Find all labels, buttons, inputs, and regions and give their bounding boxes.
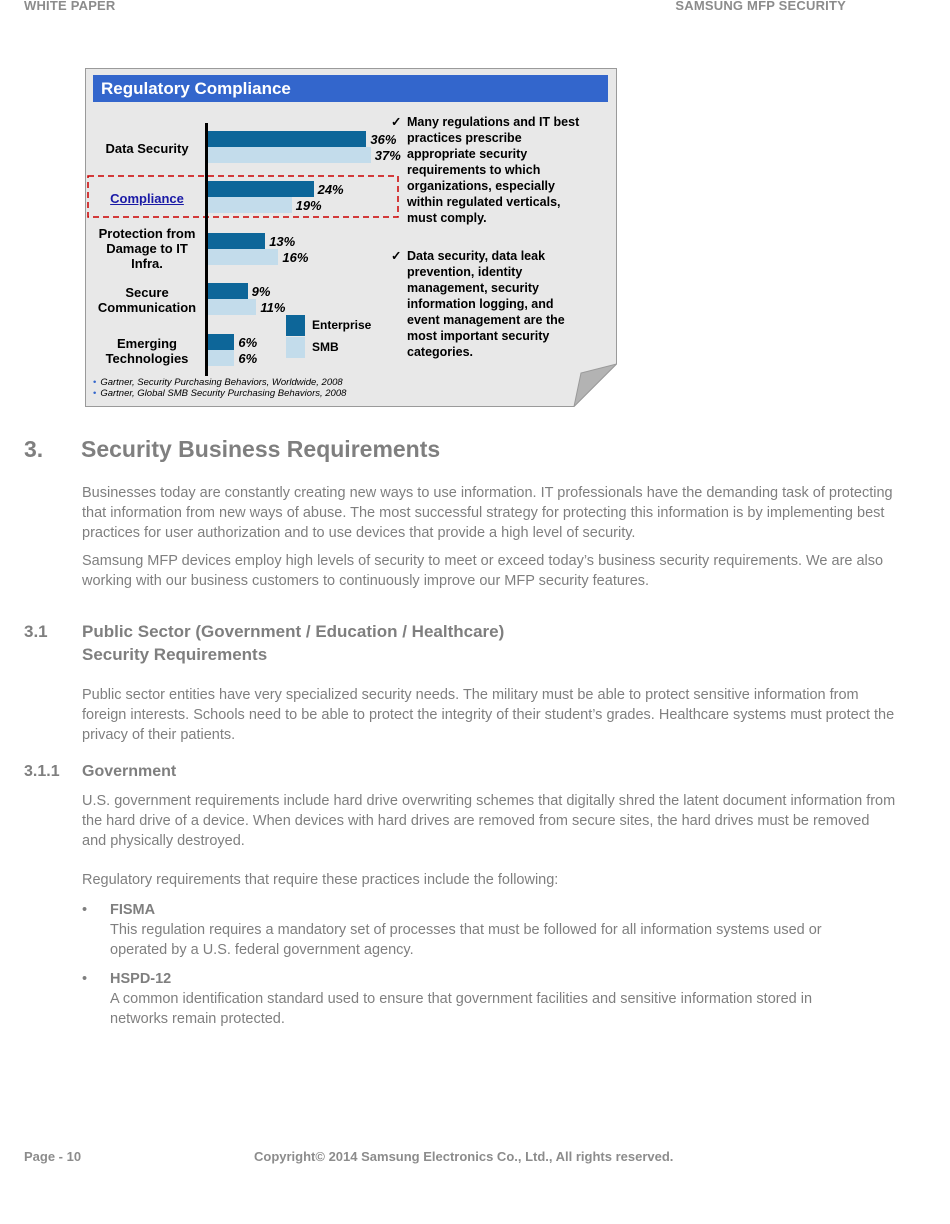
category-label-protection: Protection from Damage to IT Infra.: [98, 226, 196, 271]
bar-smb-emerging-technologies: [208, 350, 234, 366]
regulatory-compliance-figure: [85, 68, 617, 407]
figure-title: Regulatory Compliance: [93, 75, 608, 102]
bullet-icon: •: [82, 971, 88, 987]
data-label-enterprise-compliance: 24%: [317, 182, 344, 197]
header-right: SAMSUNG MFP SECURITY: [675, 0, 846, 13]
legend-label-enterprise: Enterprise: [312, 318, 372, 332]
category-label-emerging-technologies: Emerging Technologies: [105, 336, 189, 366]
bar-enterprise-secure-communication: [208, 283, 248, 299]
data-label-enterprise-protection-from-damage-to-it-infra: 13%: [269, 234, 296, 249]
bar-smb-protection-from-damage-to-it-infra: [208, 249, 278, 265]
data-label-enterprise-secure-communication: 9%: [251, 284, 271, 299]
bullet-title: FISMA: [110, 902, 156, 918]
figure-source-1: • Gartner, Security Purchasing Behaviors, Worldwide, 2008: [93, 377, 343, 388]
figure-note-2: ✓ Data security, data leak prevention, identity management, security information logging, and event management are the most important security categories.: [391, 249, 565, 359]
bar-enterprise-protection-from-damage-to-it-infra: [208, 233, 265, 249]
bar-enterprise-emerging-technologies: [208, 334, 234, 350]
legend-swatch-enterprise: [286, 315, 305, 336]
data-label-smb-compliance: 19%: [295, 198, 322, 213]
section-3-1-1-paragraph-1: U.S. government requirements include hard drive overwriting schemes that digitally shred the latent document information from the hard drive of a device. When devices with hard drives are removed from secure sites, the hard drives must be removed and physically destroyed.: [82, 793, 896, 849]
data-label-enterprise-emerging-technologies: 6%: [238, 335, 258, 350]
bullet-icon: •: [82, 902, 88, 918]
section-title-line-2: Security Requirements: [82, 645, 268, 664]
section-number: 3.1.1: [24, 763, 60, 780]
section-title-line-1: Public Sector (Government / Education / Healthcare): [82, 622, 505, 641]
checkmark-icon: ✓: [391, 115, 402, 129]
figure-note-1: ✓ Many regulations and IT best practices prescribe appropriate security requirements to which organizations, especially within regulated verticals, must comply.: [391, 115, 580, 225]
bullet-description: A common identification standard used to ensure that government facilities and sensitive information stored in networks remain protected.: [110, 991, 813, 1027]
bar-enterprise-data-security: [208, 131, 366, 147]
category-label-data-security: Data Security: [105, 141, 189, 156]
category-link-compliance[interactable]: Compliance: [110, 191, 184, 206]
data-label-smb-data-security: 37%: [374, 148, 401, 163]
footer-page-number: Page - 10: [24, 1149, 82, 1164]
bar-smb-compliance: [208, 197, 292, 213]
legend-label-smb: SMB: [312, 340, 339, 354]
section-3-1-1-paragraph-2: Regulatory requirements that require these practices include the following:: [82, 872, 559, 888]
section-title: Security Business Requirements: [81, 436, 441, 462]
checkmark-icon: ✓: [391, 249, 402, 263]
bullet-title: HSPD-12: [110, 971, 172, 987]
figure-source-2: • Gartner, Global SMB Security Purchasing Behaviors, 2008: [93, 388, 347, 399]
section-number: 3.1: [24, 622, 48, 641]
section-3-1-paragraph: Public sector entities have very specialized security needs. The military must be able to protect sensitive information from foreign interests. Schools need to be able to protect the integrity of their student’s grades. Healthcare systems must protect the privacy of their patients.: [82, 687, 895, 743]
bar-smb-secure-communication: [208, 299, 256, 315]
section-3-paragraph-1: Businesses today are constantly creating new ways to use information. IT professionals have the demanding task of protecting that information from new ways of abuse. The most successful strategy for protecting this information is by implementing best practices for user authorization and to use devices that provide a high level of security.: [82, 485, 893, 541]
data-label-smb-emerging-technologies: 6%: [238, 351, 258, 366]
bullet-description: This regulation requires a mandatory set of processes that must be followed for all information systems used or operated by a U.S. federal government agency.: [110, 922, 822, 958]
data-label-smb-secure-communication: 11%: [260, 300, 286, 315]
data-label-enterprise-data-security: 36%: [370, 132, 397, 147]
bar-enterprise-compliance: [208, 181, 314, 197]
data-label-smb-protection-from-damage-to-it-infra: 16%: [282, 250, 309, 265]
section-3-paragraph-2: Samsung MFP devices employ high levels of security to meet or exceed today’s business security requirements. We are also working with our business customers to continuously improve our MFP security features.: [82, 553, 884, 589]
section-number: 3.: [24, 436, 44, 462]
category-label-secure-communication: Secure Communication: [97, 285, 197, 315]
bar-smb-data-security: [208, 147, 371, 163]
section-title: Government: [82, 763, 177, 780]
footer-copyright: Copyright© 2014 Samsung Electronics Co., Ltd., All rights reserved.: [254, 1149, 674, 1164]
header-left: WHITE PAPER: [24, 0, 116, 13]
legend-swatch-smb: [286, 337, 305, 358]
